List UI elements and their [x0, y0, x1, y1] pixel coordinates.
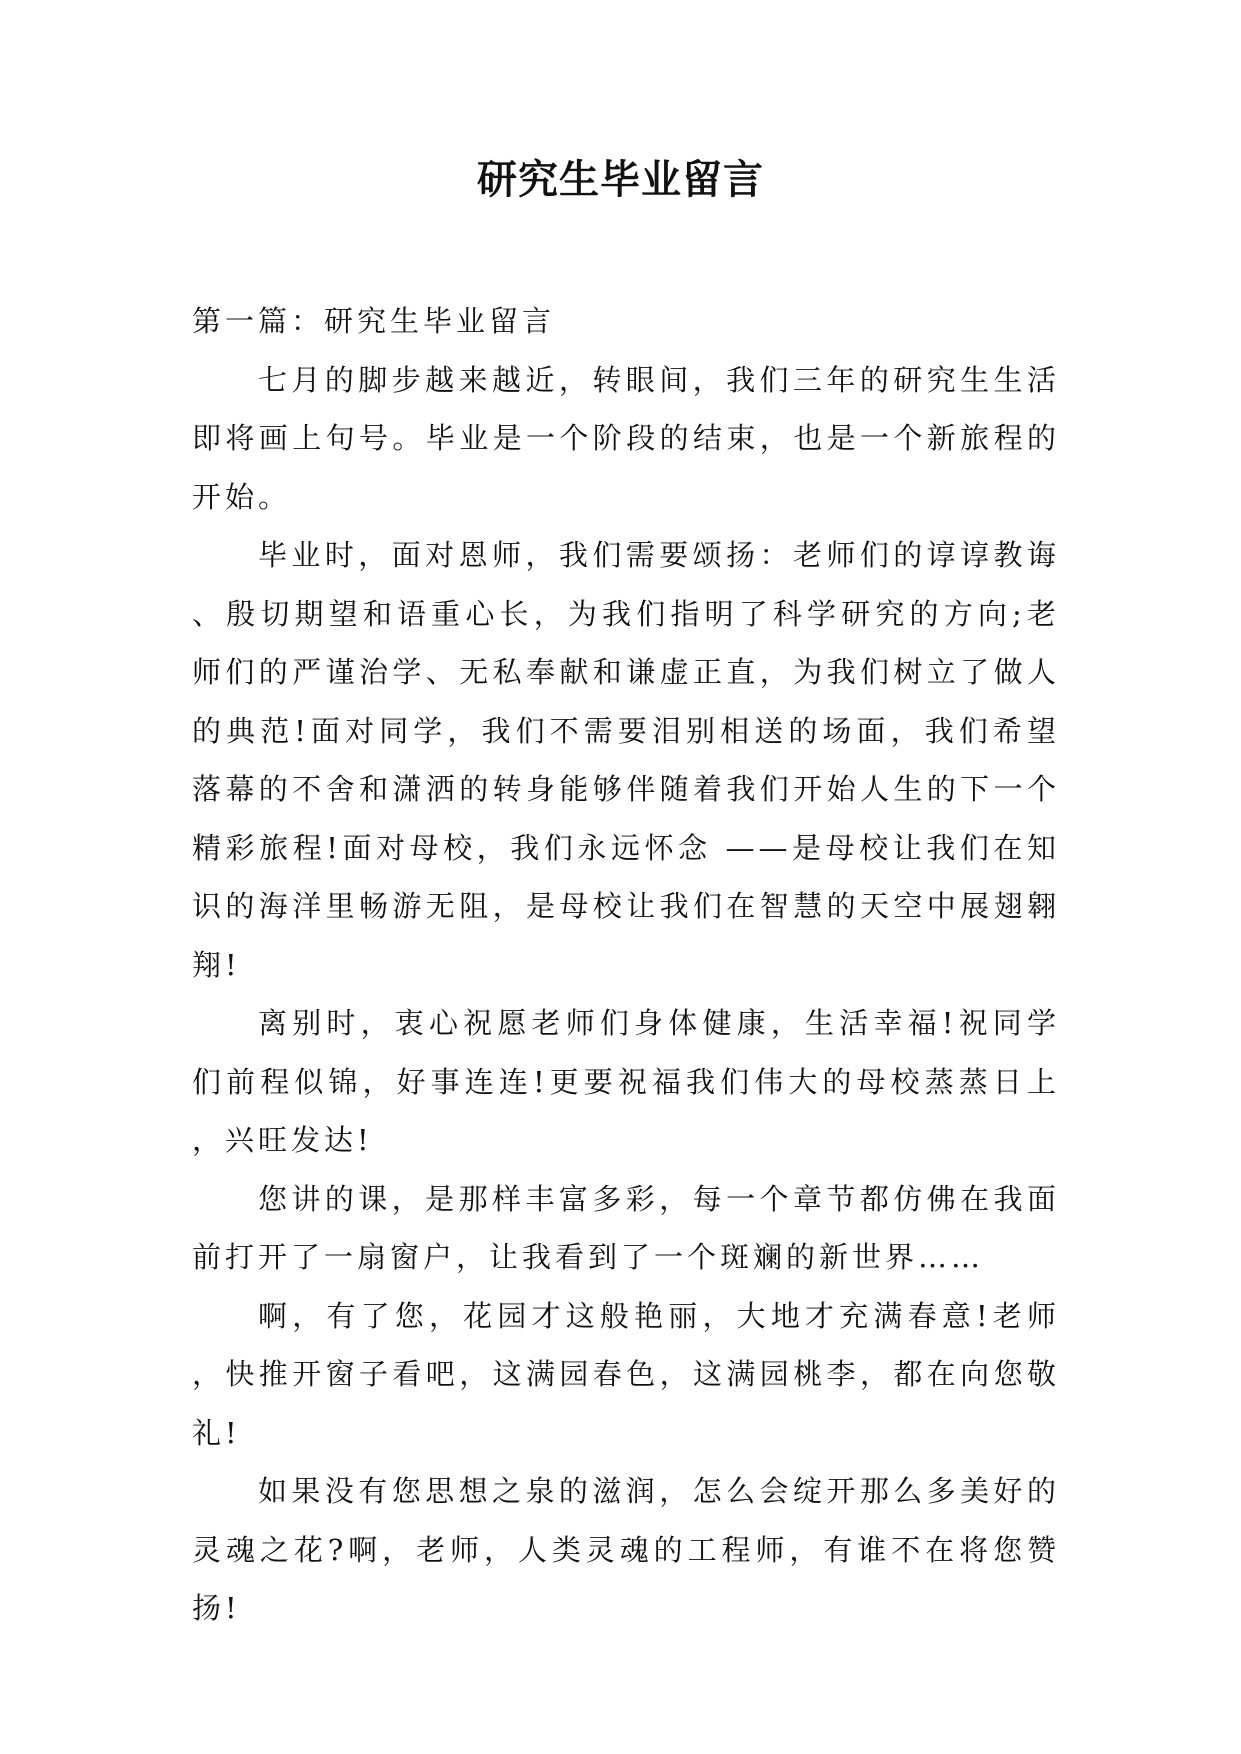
- page-title: 研究生毕业留言: [477, 157, 764, 203]
- section-heading: 第一篇：研究生毕业留言: [192, 304, 556, 338]
- paragraph: 七月的脚步越来越近，转眼间，我们三年的研究生生活即将画上句号。毕业是一个阶段的结束，也是一个新旅程的开始。: [192, 362, 1060, 514]
- paragraph: 您讲的课，是那样丰富多彩，每一个章节都仿佛在我面前打开了一扇窗户，让我看到了一个斑斓的新世界……: [192, 1181, 1060, 1274]
- paragraph: 离别时，衷心祝愿老师们身体健康，生活幸福!祝同学们前程似锦，好事连连!更要祝福我们伟大的母校蒸蒸日上，兴旺发达!: [192, 1006, 1060, 1157]
- document-body: [192, 292, 1060, 1638]
- paragraph: 毕业时，面对恩师，我们需要颂扬：老师们的谆谆教诲、殷切期望和语重心长，为我们指明了科学研究的方向;老师们的严谨治学、无私奉献和谦虚正直，为我们树立了做人的典范!面对同学，我们不需要泪别相送的场面，我们希望落幕的不舍和潇洒的转身能够伴随着我们开始人生的下一个精彩旅程!面对母校，我们永远怀念 ——是母校让我们在知识的海洋里畅游无阻，是母校让我们在智慧的天空中展翅翱翔!: [192, 538, 1060, 982]
- paragraph: 啊，有了您，花园才这般艳丽，大地才充满春意!老师，快推开窗子看吧，这满园春色，这满园桃李，都在向您敬礼!: [192, 1298, 1060, 1450]
- paragraph: 如果没有您思想之泉的滋润，怎么会绽开那么多美好的灵魂之花?啊，老师，人类灵魂的工程师，有谁不在将您赞扬!: [192, 1474, 1060, 1625]
